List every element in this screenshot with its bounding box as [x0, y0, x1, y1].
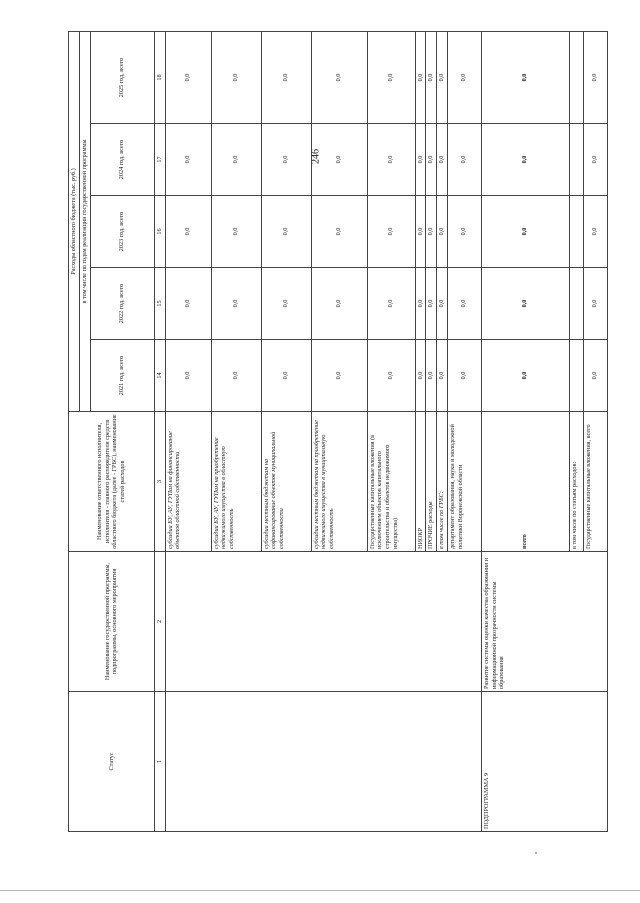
value-cell: 0,0 — [583, 268, 607, 340]
row-label: НИОКР — [415, 412, 426, 552]
program-cell-empty — [165, 552, 481, 692]
value-cell: 0,0 — [415, 196, 426, 268]
value-cell: 0,0 — [437, 268, 448, 340]
value-cell: 0,0 — [165, 268, 211, 340]
scan-speck — [535, 852, 537, 854]
col-number: 2 — [154, 552, 165, 692]
value-cell: 0,0 — [447, 196, 481, 268]
value-cell: 0,0 — [367, 340, 415, 412]
row-label: Государственные капитальные вложения (в исключением объектов капитального строительства и объектов недвижимого имущества) — [367, 412, 415, 552]
value-cell: 0,0 — [447, 124, 481, 196]
value-cell: 0,0 — [426, 196, 437, 268]
value-cell: 0,0 — [426, 31, 437, 123]
row-label: всего — [481, 412, 569, 552]
budget-table — [68, 31, 608, 832]
value-cell: 0,0 — [481, 31, 569, 123]
value-cell: 0,0 — [311, 124, 367, 196]
value-cell: 0,0 — [447, 340, 481, 412]
table-row — [165, 31, 211, 831]
value-cell: 0,0 — [311, 31, 367, 123]
value-cell: 0,0 — [261, 31, 311, 123]
table-row — [481, 31, 569, 831]
value-cell: 0,0 — [367, 31, 415, 123]
header-status: Статус — [69, 692, 155, 832]
value-cell: 0,0 — [583, 340, 607, 412]
value-cell: 0,0 — [311, 340, 367, 412]
col-number: 18 — [154, 31, 165, 123]
value-cell: 0,0 — [165, 340, 211, 412]
value-cell: 0,0 — [437, 340, 448, 412]
header-year: 2023 год, всего — [90, 196, 154, 268]
value-cell: 0,0 — [426, 268, 437, 340]
value-cell: 0,0 — [367, 124, 415, 196]
header-year: 2024 год, всего — [90, 124, 154, 196]
value-cell: 0,0 — [481, 268, 569, 340]
value-cell: 0,0 — [261, 340, 311, 412]
row-label: ПРОЧИЕ расходы — [426, 412, 437, 552]
column-number-row — [154, 31, 165, 831]
header-program-name: Наименование государственной программы, подпрограммы, основного мероприятия — [69, 552, 155, 692]
value-cell: 0,0 — [415, 340, 426, 412]
rotated-table-container — [68, 32, 599, 832]
value-cell: 0,0 — [481, 124, 569, 196]
value-cell: 0,0 — [165, 196, 211, 268]
row-label: субсидии БУ, АУ, ГУПам на финансирование объектов областной собственности — [165, 412, 211, 552]
value-cell: 0,0 — [437, 124, 448, 196]
value-cell: 0,0 — [426, 340, 437, 412]
col-number: 1 — [154, 692, 165, 832]
value-cell: 0,0 — [447, 31, 481, 123]
value-cell — [569, 196, 583, 268]
value-cell: 0,0 — [415, 268, 426, 340]
status-cell-empty — [165, 692, 481, 832]
row-label: в том числе по статьям расходов: — [569, 412, 583, 552]
document-page — [68, 32, 599, 832]
row-label: в том числе по ГРБС: — [437, 412, 448, 552]
subprogram-name: Развитие системы оценки качества образования и информационной прозрачности системы образования — [481, 552, 607, 692]
page-edge-line — [0, 890, 640, 891]
header-executor: Наименование ответственного исполнителя, исполнителя - главного распорядителя средств областного бюджета (далее - ГРБС), наименование статей расходов — [69, 412, 155, 552]
subprogram-9-rows — [481, 31, 607, 831]
value-cell: 0,0 — [583, 124, 607, 196]
value-cell: 0,0 — [437, 31, 448, 123]
header-year: 2025 год, всего — [90, 31, 154, 123]
value-cell: 0,0 — [437, 196, 448, 268]
value-cell: 0,0 — [367, 196, 415, 268]
header-expenses: Расходы областного бюджета (тыс. руб.) — [69, 31, 80, 411]
value-cell: 0,0 — [261, 124, 311, 196]
value-cell — [569, 124, 583, 196]
value-cell — [569, 268, 583, 340]
value-cell: 0,0 — [481, 340, 569, 412]
row-label: субсидии местным бюджетам на приобретение недвижимого имущества в муниципальную собственность — [311, 412, 367, 552]
value-cell: 0,0 — [311, 196, 367, 268]
value-cell: 0,0 — [211, 340, 261, 412]
subprogram-status: ПОДПРОГРАММА 9 — [481, 692, 607, 832]
header-year: 2022 год, всего — [90, 268, 154, 340]
value-cell — [569, 31, 583, 123]
value-cell: 0,0 — [211, 31, 261, 123]
value-cell: 0,0 — [311, 268, 367, 340]
col-number: 3 — [154, 412, 165, 552]
row-label: департамент образования, науки и молодежной политики Воронежской области — [447, 412, 481, 552]
value-cell: 0,0 — [415, 124, 426, 196]
value-cell: 0,0 — [426, 124, 437, 196]
value-cell: 0,0 — [165, 31, 211, 123]
col-number: 16 — [154, 196, 165, 268]
value-cell: 0,0 — [211, 124, 261, 196]
col-number: 14 — [154, 340, 165, 412]
value-cell: 0,0 — [261, 268, 311, 340]
value-cell: 0,0 — [415, 31, 426, 123]
col-number: 15 — [154, 268, 165, 340]
header-years-subtitle: в том числе по годам реализации государственной программы — [80, 31, 91, 411]
value-cell: 0,0 — [211, 196, 261, 268]
expense-rows — [165, 31, 481, 831]
value-cell: 0,0 — [583, 31, 607, 123]
row-label: субсидии местным бюджетам на софинансирование объектов муниципальной собственности — [261, 412, 311, 552]
value-cell: 0,0 — [583, 196, 607, 268]
row-label: Государственные капитальные вложения, всего — [583, 412, 607, 552]
value-cell — [569, 340, 583, 412]
value-cell: 0,0 — [261, 196, 311, 268]
value-cell: 0,0 — [481, 196, 569, 268]
col-number: 17 — [154, 124, 165, 196]
value-cell: 0,0 — [165, 124, 211, 196]
row-label: субсидии БУ, АУ, ГУПам на приобретение недвижимого имущества в областную собственность — [211, 412, 261, 552]
value-cell: 0,0 — [211, 268, 261, 340]
header-year: 2021 год, всего — [90, 340, 154, 412]
page-number: 246 — [310, 149, 322, 164]
value-cell: 0,0 — [367, 268, 415, 340]
value-cell: 0,0 — [447, 268, 481, 340]
